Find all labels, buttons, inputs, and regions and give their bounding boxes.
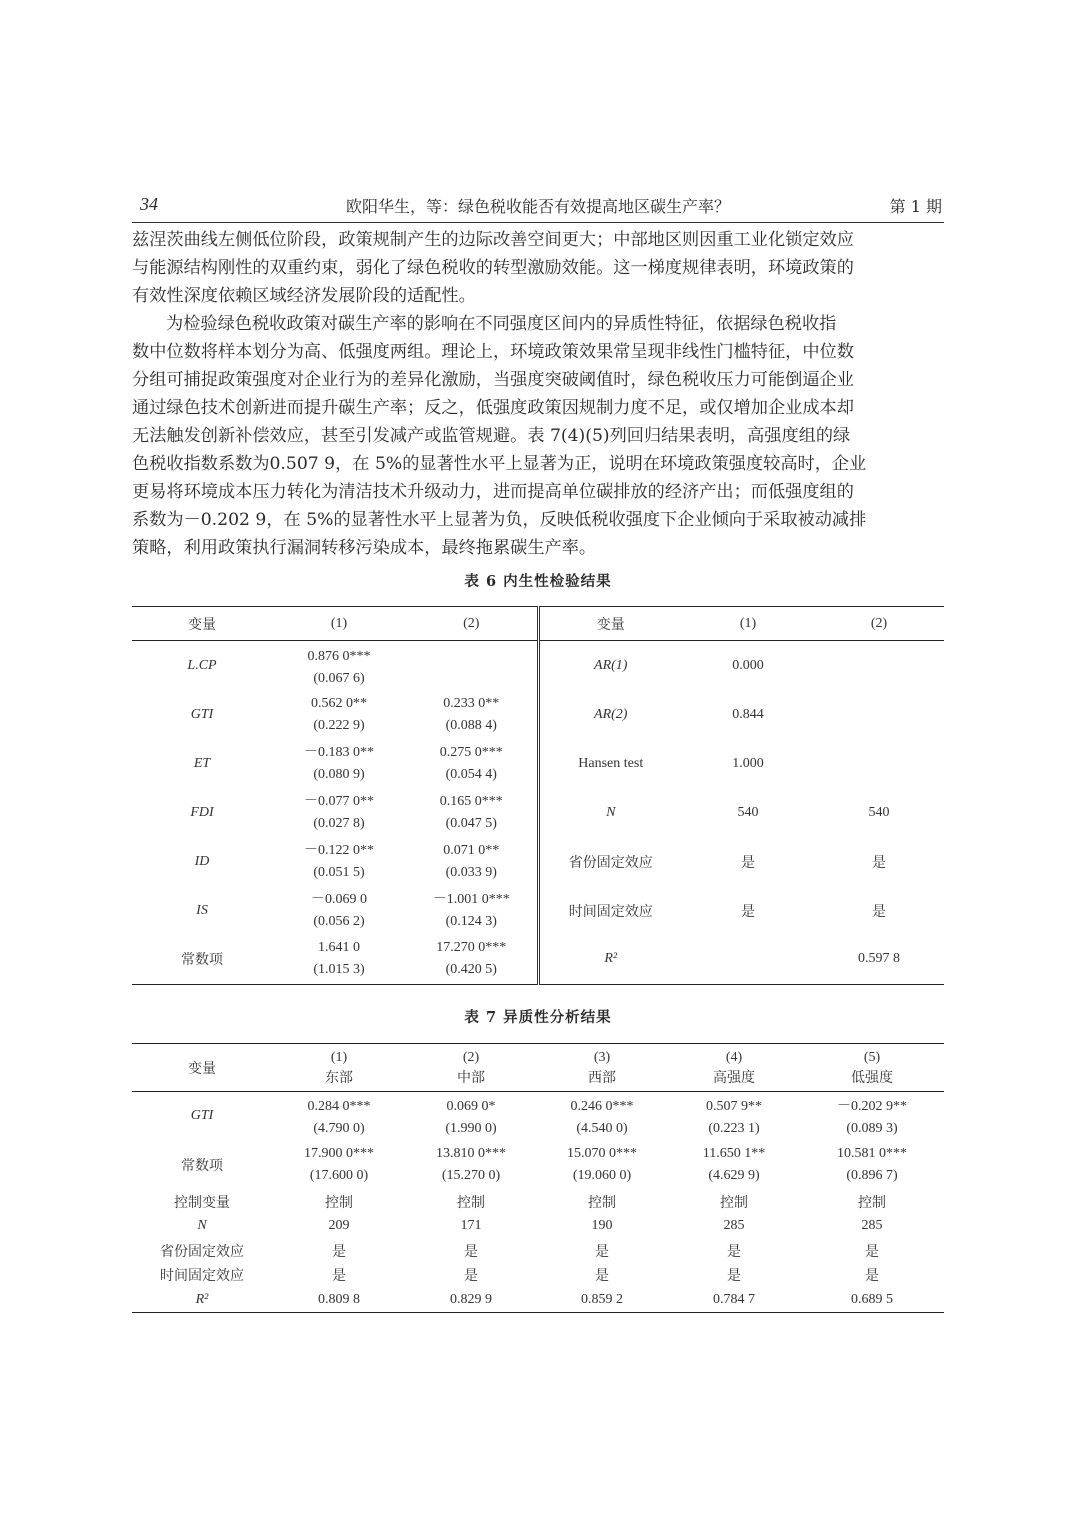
std-error: (4.629 9) [708,1168,760,1183]
stat-cell: 540 [737,804,759,820]
column-header: 变量 [132,1044,272,1092]
text-line: 数中位数将样本划分为高、低强度两组。理论上，环境政策效果常呈现非线性门槛特征，中位数 [132,342,854,362]
table-row [132,837,944,886]
coefficient: 0.284 0*** [307,1099,371,1115]
table7 [132,1043,944,1313]
text-line: 分组可捕捉政策强度对企业行为的差异化激励，当强度突破阈值时，绿色税收压力可能倒逼企业 [132,370,854,390]
std-error: (0.047 5) [445,815,497,831]
table-row [132,1263,944,1288]
std-error: (0.896 7) [846,1168,898,1183]
text-line: 系数为－0.202 9，在 5%的显著性水平上显著为负，反映低税收强度下企业倾向于采取被动减排 [132,510,867,530]
coef-cell [272,690,406,739]
running-header [132,192,944,223]
table-row [132,1239,944,1264]
stat-cell: 控制 [720,1195,748,1211]
table-row [132,739,944,788]
stat-cell [814,641,944,691]
table-row [132,1190,944,1215]
column-header [668,1044,800,1092]
column-header: (1) [272,607,406,641]
coefficient: －0.183 0** [304,744,374,760]
column-header: (2) [406,607,538,641]
stat-cell: 171 [460,1218,482,1234]
stat-cell: 是 [865,1244,879,1260]
row-variable: 省份固定效应 [538,837,682,886]
std-error: (0.089 3) [846,1121,898,1137]
coefficient: －1.001 0*** [432,891,510,907]
std-error: (0.067 6) [313,671,365,686]
row-variable: L.CP [187,657,217,673]
stat-cell [814,739,944,788]
column-number: (4) [725,1049,743,1065]
coef-cell [406,1141,536,1190]
row-variable: N [197,1218,207,1234]
coef-cell [272,935,406,984]
table-row [132,1214,944,1239]
row-variable: GTI [190,706,214,722]
coef-cell [668,1092,800,1141]
stat-cell: 是 [464,1244,478,1260]
coef-cell [272,837,406,886]
coefficient: 17.270 0*** [436,940,507,956]
coef-cell [406,837,538,886]
text-line: 有效性深度依赖区域经济发展阶段的适配性。 [132,286,476,306]
column-number: (2) [462,1049,480,1065]
stat-cell: 是 [464,1269,478,1285]
column-header [800,1044,944,1092]
std-error: (0.124 3) [445,913,497,929]
stat-cell: 0.784 7 [668,1288,800,1313]
column-header [536,1044,668,1092]
coefficient: 17.900 0*** [304,1146,374,1161]
coef-cell [406,1092,536,1141]
stat-cell: 是 [595,1269,609,1285]
column-name: 中部 [457,1070,485,1086]
coefficient: 0.165 0*** [439,793,503,809]
coefficient: －0.069 0 [311,891,367,907]
coef-cell [406,690,538,739]
row-variable: AR(1) [538,641,682,691]
coefficient: 0.876 0*** [307,649,371,664]
coef-cell [272,1141,406,1190]
column-header [272,1044,406,1092]
body-text [132,226,944,562]
row-variable: 时间固定效应 [538,886,682,935]
text-line: 与能源结构刚性的双重约束，弱化了绿色税收的转型激励效能。这一梯度规律表明，环境政策的 [132,258,854,278]
coef-cell [536,1092,668,1141]
stat-cell: 0.689 5 [800,1288,944,1313]
row-variable: FDI [190,804,214,820]
text-line: 为检验绿色税收政策对碳生产率的影响在不同强度区间内的异质性特征，依据绿色税收指 [166,314,837,334]
table6-header-row [132,607,944,641]
stat-cell: 是 [727,1244,741,1260]
row-variable: 常数项 [132,935,272,984]
stat-cell: 209 [328,1218,350,1234]
stat-cell: 是 [332,1244,346,1260]
coefficient: 0.233 0** [443,695,500,711]
table-row [132,1092,944,1141]
text-line: 色税收指数系数为0.507 9，在 5%的显著性水平上显著为正，说明在环境政策强度较高时，企业 [132,454,867,474]
coef-cell [406,739,538,788]
std-error: (0.223 1) [708,1121,760,1137]
coefficient: 13.810 0*** [436,1146,506,1161]
table-row [132,935,944,984]
column-header: (1) [682,607,814,641]
stat-cell: 是 [872,904,886,920]
table6-caption: 表 6 内生性检验结果 [464,573,612,590]
column-number: (3) [593,1049,611,1065]
row-variable: 省份固定效应 [160,1244,244,1260]
coefficient: 10.581 0*** [837,1146,907,1161]
row-variable: IS [196,902,208,918]
coefficient: 1.641 0 [318,940,360,956]
stat-cell: 是 [865,1269,879,1285]
stat-cell: 540 [868,804,890,820]
stat-cell: 控制 [457,1195,485,1211]
stat-cell [814,690,944,739]
stat-cell: 285 [861,1218,883,1234]
table-row [132,1288,944,1313]
table7-caption: 表 7 异质性分析结果 [464,1009,612,1026]
std-error: (0.222 9) [313,717,365,733]
coefficient: 0.071 0** [443,842,500,858]
row-variable: GTI [190,1108,214,1124]
stat-cell: 1.000 [732,755,764,771]
std-error: (17.600 0) [309,1168,369,1183]
table6 [132,606,944,985]
std-error: (4.790 0) [313,1121,365,1137]
stat-cell: 是 [872,855,886,871]
coef-cell [668,1141,800,1190]
coefficient: －0.202 9** [837,1099,907,1115]
column-header: 变量 [132,607,272,641]
coef-cell [800,1141,944,1190]
stat-cell: 是 [332,1269,346,1285]
coef-cell [406,886,538,935]
std-error: (15.270 0) [441,1168,501,1183]
coef-cell [406,788,538,837]
stat-cell: 190 [591,1218,613,1234]
stat-cell: 285 [723,1218,745,1234]
row-variable: AR(2) [538,690,682,739]
table-row [132,886,944,935]
text-line: 通过绿色技术创新进而提升碳生产率；反之，低强度政策因规制力度不足，或仅增加企业成本却 [132,398,854,418]
coefficient: 0.246 0*** [570,1099,634,1115]
coefficient: －0.077 0** [304,793,374,809]
std-error: (0.051 5) [313,864,365,880]
column-number: (1) [330,1049,348,1065]
stat-cell: 是 [727,1269,741,1285]
coef-cell [272,739,406,788]
table-row [132,788,944,837]
row-variable: R² [132,1288,272,1313]
coef-cell [406,935,538,984]
std-error: (0.033 9) [445,864,497,880]
column-name: 东部 [325,1070,353,1086]
paragraph [132,310,944,562]
std-error: (19.060 0) [572,1168,632,1183]
stat-cell: 控制 [858,1195,886,1211]
std-error: (0.088 4) [445,717,497,733]
coefficient: 0.275 0*** [439,744,503,760]
std-error: (0.420 5) [445,962,497,978]
coef-cell [272,1092,406,1141]
stat-cell: 0.829 9 [406,1288,536,1313]
stat-cell: 是 [595,1244,609,1260]
column-name: 西部 [588,1070,616,1086]
std-error: (0.080 9) [313,766,365,782]
row-variable: ET [193,755,211,771]
coefficient: 0.562 0** [311,695,367,711]
coef-cell [272,886,406,935]
coefficient: 11.650 1** [702,1146,766,1161]
running-title: 欧阳华生，等：绿色税收能否有效提高地区碳生产率？ [345,197,730,216]
coef-cell [406,641,538,691]
page-number: 34 [140,194,158,214]
stat-cell: 是 [741,855,755,871]
row-variable: N [538,788,682,837]
stat-cell: 控制 [325,1195,353,1211]
coef-cell [272,641,406,691]
stat-cell: 控制 [588,1195,616,1211]
stat-cell: 0.000 [732,657,764,673]
row-variable: ID [194,853,210,869]
column-number: (5) [863,1049,881,1065]
coefficient: 0.507 9** [706,1099,762,1115]
row-variable: R² [538,935,682,984]
stat-cell: 0.844 [732,706,764,722]
table-row [132,641,944,691]
stat-cell [682,935,814,984]
std-error: (0.056 2) [313,913,365,929]
table-row [132,690,944,739]
row-variable: Hansen test [538,739,682,788]
coef-cell [536,1141,668,1190]
std-error: (4.540 0) [576,1121,628,1137]
coefficient: 0.069 0* [446,1099,496,1115]
coefficient: 15.070 0*** [567,1146,637,1161]
stat-cell: 是 [741,904,755,920]
std-error: (0.054 4) [445,766,497,782]
std-error: (1.015 3) [313,962,365,978]
table-row [132,1141,944,1190]
text-line: 策略，利用政策执行漏洞转移污染成本，最终拖累碳生产率。 [132,538,597,558]
text-line: 无法触发创新补偿效应，甚至引发减产或监管规避。表 7(4)(5)列回归结果表明，高强度组的绿 [132,426,851,446]
text-line: 更易将环境成本压力转化为清洁技术升级动力，进而提高单位碳排放的经济产出；而低强度组的 [132,482,854,502]
coef-cell [272,788,406,837]
column-header [406,1044,536,1092]
stat-cell: 0.809 8 [272,1288,406,1313]
row-variable: 控制变量 [174,1195,230,1211]
stat-cell: 0.597 8 [814,935,944,984]
std-error: (0.027 8) [313,815,365,831]
row-variable: 时间固定效应 [160,1269,244,1285]
column-name: 低强度 [851,1070,893,1086]
column-header: (2) [814,607,944,641]
paragraph [132,226,944,310]
std-error: (1.990 0) [445,1121,497,1137]
column-header: 变量 [538,607,682,641]
coef-cell [800,1092,944,1141]
issue-label: 第 1 期 [889,197,942,216]
table7-header-row [132,1044,944,1092]
text-line: 兹涅茨曲线左侧低位阶段，政策规制产生的边际改善空间更大；中部地区则因重工业化锁定效应 [132,230,854,250]
stat-cell: 0.859 2 [536,1288,668,1313]
coefficient: －0.122 0** [304,842,374,858]
row-variable: 常数项 [181,1159,223,1174]
column-name: 高强度 [713,1070,755,1086]
